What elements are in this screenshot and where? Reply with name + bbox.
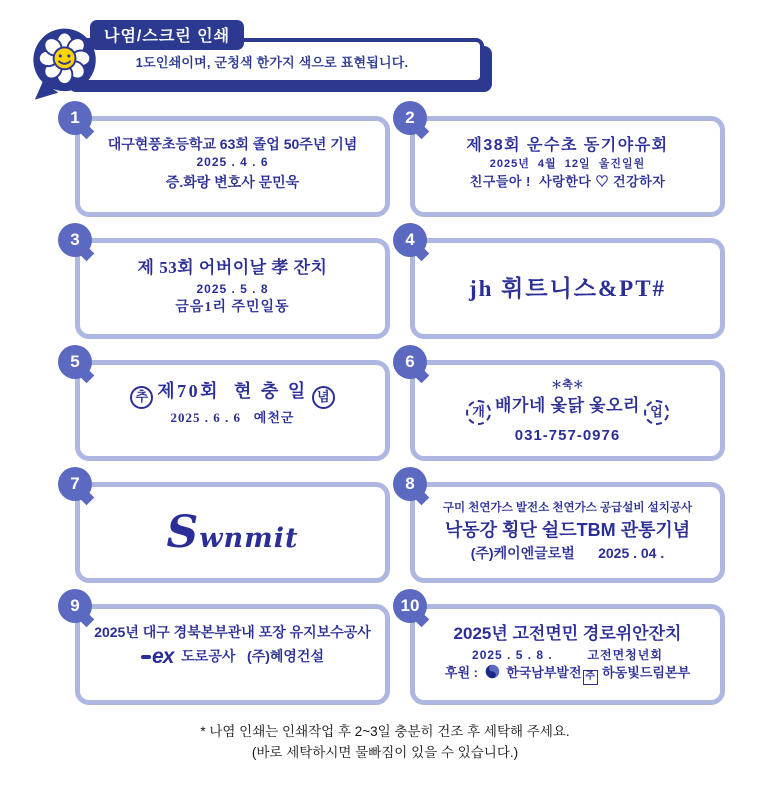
sample-number-badge: 7 [58,467,92,501]
sample-text: Swnmit [166,506,299,558]
sample-line [415,394,720,425]
sample-box-10 [410,604,725,705]
sample-text: 2025년 4월 12일 울진일원 [489,158,646,171]
sample-line [80,409,385,428]
footer-note [0,722,770,764]
sample-text: 배가네 옻닭 옻오리 [495,395,640,415]
sample-line [415,378,720,394]
header-subtitle: 1도인쇄이며, 군청색 한가지 색으로 표현됩니다. [135,54,409,70]
sample-content [415,622,720,685]
sample-text: 한국남부발전 [502,665,582,681]
circled-char: 추 [130,386,153,409]
sample-content [415,500,720,563]
sample-content [415,272,720,305]
sample-text: (주)케이엔글로벌 2025 . 04 . [470,544,665,561]
sample-line [415,647,720,664]
sample-text: 구미 천연가스 발전소 천연가스 공급설비 설치공사 [442,502,693,514]
footer-line-2: (바로 세탁하시면 물빠짐이 있을 수 있습니다.) [251,744,519,760]
wreath-char: 개 [466,400,491,425]
sample-line [80,378,385,409]
sample-line [80,172,385,192]
sample-box-8 [410,482,725,583]
sample-line [80,642,385,672]
sample-box-3 [75,238,390,339]
sample-text: 제70회 현 충 일 [157,381,308,401]
sample-line [415,622,720,647]
sample-line [415,157,720,173]
sample-content [415,378,720,447]
sample-text: 031-757-0976 [514,426,621,444]
sample-text: 2025 . 4 . 6 [196,155,269,170]
sample-number-badge: 2 [393,101,427,135]
sample-line [80,154,385,171]
sample-number-badge: 9 [58,589,92,623]
sample-box-4 [410,238,725,339]
sample-text: 하동빛드림본부 [598,665,691,681]
sample-text: 2025 . 6 . 6 예천군 [170,409,295,425]
sample-text: 2025 . 5 . 8 . 고전면청년회 [472,647,663,662]
sample-number-badge: 6 [393,345,427,379]
ex-expressway-logo-icon: ex [141,645,173,668]
sample-text: 2025년 대구 경북본부관내 포장 유지보수공사 [94,624,371,640]
sample-content [80,622,385,673]
page-title: 나염/스크린 인쇄 [90,20,244,50]
footer-line-1: * 나염 인쇄는 인쇄작업 후 2~3일 충분히 건조 후 세탁해 주세요. [200,724,570,739]
sample-line [80,134,385,154]
sample-number-badge: 5 [58,345,92,379]
sample-number-badge: 3 [58,223,92,257]
print-sample-sheet [0,20,770,790]
sample-number-badge: 8 [393,467,427,501]
samples-grid [70,108,770,705]
sample-line [415,543,720,563]
sample-text: 도로공사 (주)혜영건설 [177,648,324,665]
circled-char: 념 [312,386,335,409]
sample-box-5 [75,360,390,461]
sample-line [80,298,385,318]
sample-line [80,256,385,281]
sample-content [80,378,385,428]
flower-smiley-icon [24,24,102,102]
header [24,20,504,100]
sample-text: 제38회 운수초 동기야유회 [466,137,669,154]
sample-box-1 [75,116,390,217]
sample-line [415,425,720,447]
sample-content [80,134,385,192]
sample-line [80,622,385,642]
sample-text: 2025 . 5 . 8 [196,281,269,296]
sample-line [415,517,720,543]
sample-line [415,173,720,192]
sample-text: 후원 : [444,665,482,681]
sample-text: jh 휘트니스&PT# [468,275,667,301]
sample-text: ＊축＊ [551,379,584,391]
sample-line [415,134,720,157]
sample-text: 2025년 고전면민 경로위안잔치 [453,624,682,643]
sample-number-badge: 10 [393,589,427,623]
sample-box-2 [410,116,725,217]
sample-number-badge: 1 [58,101,92,135]
sample-number-badge: 4 [393,223,427,257]
sample-text: 낙동강 횡단 쉴드TBM 관통기념 [444,519,691,540]
sample-content [80,256,385,318]
sample-text: 금음1리 주민일동 [175,300,290,316]
sample-text: 증.화랑 변호사 문민욱 [165,173,300,190]
wreath-char: 업 [644,400,669,425]
kospo-logo-icon [485,664,500,679]
boxed-char: 주 [583,670,598,685]
sample-line [80,501,385,565]
sample-line [415,272,720,305]
sample-box-9 [75,604,390,705]
sample-line [80,281,385,298]
sample-content [80,501,385,565]
sample-text: 제 53회 어버이날 孝 잔치 [137,258,328,277]
sample-content [415,134,720,192]
sample-box-6 [410,360,725,461]
sample-line [415,664,720,685]
sample-text: 대구현풍초등학교 63회 졸업 50주년 기념 [107,136,358,152]
sample-text: 친구들아 ! 사랑한다 ♡ 건강하자 [469,174,666,190]
sample-box-7 [75,482,390,583]
sample-line [415,500,720,517]
